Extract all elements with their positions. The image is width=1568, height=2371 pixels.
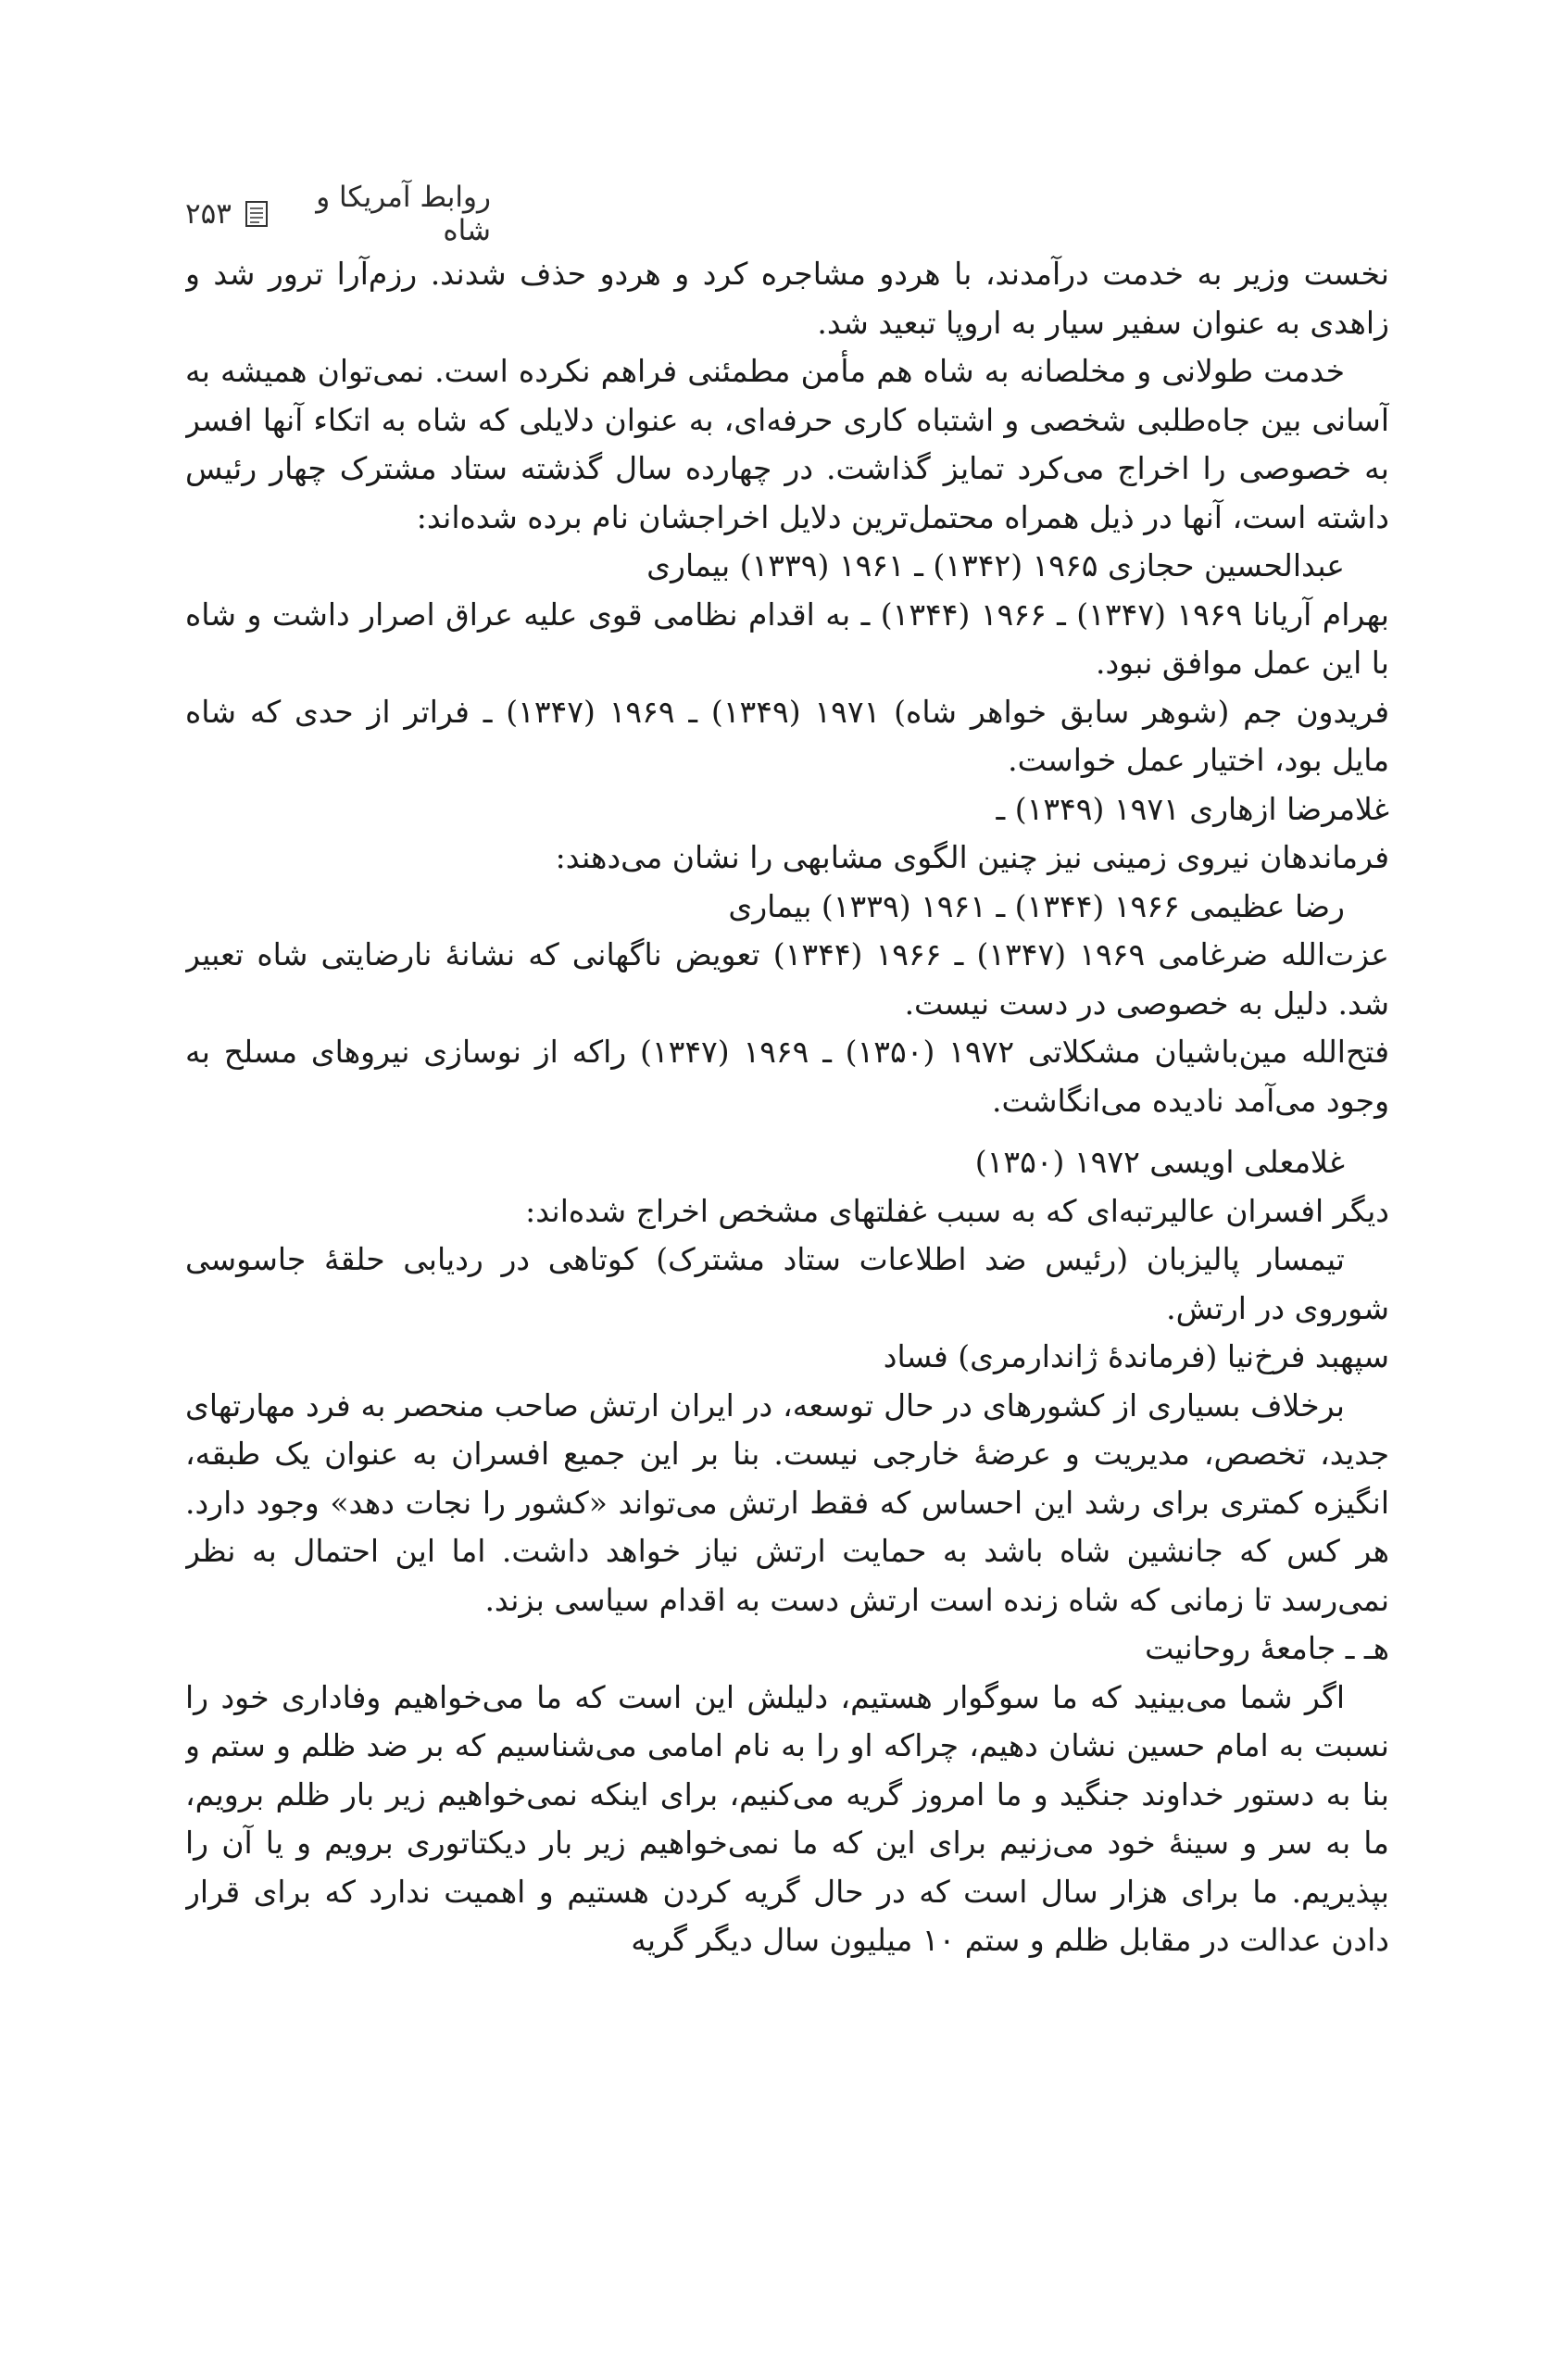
paragraph-intro-chiefs: خدمت طولانی و مخلصانه به شاه هم مأمن مطمئنی فراهم نکرده است. نمی‌توان همیشه به آسانی بین جاه‌طلبی شخصی و اشتباه کاری حرفه‌ای، به عنوان دلایلی که شاه به اتکاء آنها افسر به خصوصی را اخراج می‌کرد تمایز گذاشت. در چهارده سال گذشته ستاد مشترک چهار رئیس داشته است، آنها در ذیل همراه محتمل‌ترین دلایل اخراجشان نام برده شده‌اند: xyxy=(185,353,1389,535)
paragraph-army-role: برخلاف بسیاری از کشورهای در حال توسعه، در ایران ارتش صاحب منحصر به فرد مهارتهای جدید، تخصص، مدیریت و عرضهٔ خارجی نیست. بنا بر این جمیع افسران به عنوان یک طبقه، انگیزه کمتری برای رشد این احساس که فقط ارتش می‌تواند «کشور را نجات دهد» وجود دارد. هر کس که جانشین شاه باشد به حمایت ارتش نیاز خواهد داشت. اما این احتمال به نظر نمی‌رسد تا زمانی که شاه زنده است ارتش دست به اقدام سیاسی بزند. xyxy=(185,1386,1389,1618)
list-item-farrokhnia: سپهبد فرخ‌نیا (فرماندهٔ ژاندارمری) فساد xyxy=(883,1338,1389,1374)
list-item-hejazi: عبدالحسین حجازی ۱۹۶۵ (۱۳۴۲) ـ ۱۹۶۱ (۱۳۳۹) بیماری xyxy=(646,547,1345,583)
list-item-jam: فریدون جم (شوهر سابق خواهر شاه) ۱۹۷۱ (۱۳۴۹) ـ ۱۹۶۹ (۱۳۴۷) ـ فراتر از حدی که شاه مایل بود، اختیار عمل خواست. xyxy=(185,693,1389,778)
list-item-zarghami: عزت‌الله ضرغامی ۱۹۶۹ (۱۳۴۷) ـ ۱۹۶۶ (۱۳۴۴) تعویض ناگهانی که نشانهٔ نارضایتی شاه تعبیر شد. دلیل به خصوصی در دست نیست. xyxy=(185,936,1389,1022)
list-item-minbashian: فتح‌الله مین‌باشیان مشکلاتی ۱۹۷۲ (۱۳۵۰) ـ ۱۹۶۹ (۱۳۴۷) راکه از نوسازی نیروهای مسلح به وجود می‌آمد نادیده می‌انگاشت. xyxy=(185,1034,1389,1119)
paragraph-ground-forces: فرماندهان نیروی زمینی نیز چنین الگوی مشابهی را نشان می‌دهند: xyxy=(555,839,1389,875)
page-number: ۲۵۳ xyxy=(185,197,232,231)
list-item-oveissi: غلامعلی اویسی ۱۹۷۲ (۱۳۵۰) xyxy=(974,1144,1345,1180)
paragraph-continuation: نخست وزیر به خدمت درآمدند، با هردو مشاجره کرد و هردو حذف شدند. رزم‌آرا ترور شد و زاهدی به عنوان سفیر سیار به اروپا تبعید شد. xyxy=(185,256,1389,341)
body-text xyxy=(185,250,1389,2195)
paragraph-quote: اگر شما می‌بینید که ما سوگوار هستیم، دلیلش این است که ما می‌خواهیم وفاداری خود را نسبت به امام حسین نشان دهیم، چراکه او را به نام امامی می‌شناسیم که بر ضد ظلم و ستم و بنا به دستور خداوند جنگید و ما امروز گریه می‌کنیم، برای اینکه نمی‌خواهیم زیر بار ظلم برویم، ما به سر و سینهٔ خود می‌زنیم برای این که ما نمی‌خواهیم زیر بار دیکتاتوری برویم و یا آن را بپذیریم. ما برای هزار سال است که در حال گریه کردن هستیم و اهمیت ندارد که برای قرار دادن عدالت در مقابل ظلم و ستم ۱۰ میلیون سال دیگر گریه xyxy=(185,1678,1389,1958)
section-heading-clergy: هـ ـ جامعهٔ روحانیت xyxy=(1145,1630,1389,1666)
list-item-palizban: تیمسار پالیزبان (رئیس ضد اطلاعات ستاد مشترک) کوتاهی در ردیابی حلقهٔ جاسوسی شوروی در ارتش. xyxy=(185,1241,1389,1326)
list-item-azhari: غلامرضا ازهاری ۱۹۷۱ (۱۳۴۹) ـ xyxy=(996,790,1389,827)
running-header xyxy=(185,181,491,247)
paragraph-other-officers: دیگر افسران عالیرتبه‌ای که به سبب غفلتهای مشخص اخراج شده‌اند: xyxy=(525,1192,1389,1229)
running-title: روابط آمریکا و شاه xyxy=(316,181,491,247)
list-item-azimi: رضا عظیمی ۱۹۶۶ (۱۳۴۴) ـ ۱۹۶۱ (۱۳۳۹) بیماری xyxy=(728,887,1345,924)
list-item-ariana: بهرام آریانا ۱۹۶۹ (۱۳۴۷) ـ ۱۹۶۶ (۱۳۴۴) ـ به اقدام نظامی قوی علیه عراق اصرار داشت و شاه با این عمل موافق نبود. xyxy=(185,596,1389,681)
book-icon xyxy=(245,200,269,228)
